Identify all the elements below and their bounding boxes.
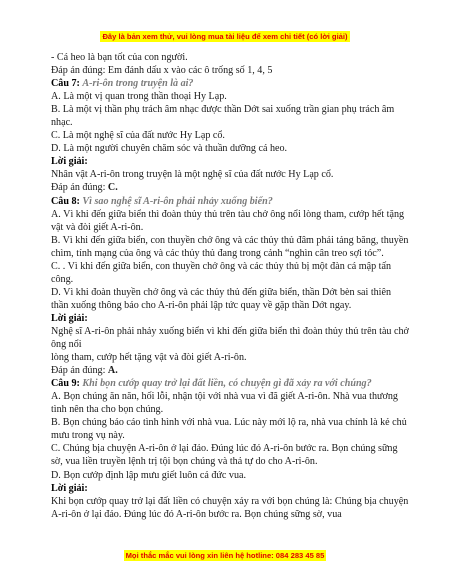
preview-banner: [0, 26, 450, 44]
option-d: D. Bọn cướp định lập mưu giết luôn cả đức vua.: [51, 469, 246, 481]
correct-answer: [51, 181, 409, 194]
question-text: Vì sao nghệ sĩ A-ri-ôn phải nhảy xuống biển?: [82, 195, 273, 207]
option-b: B. Bọn chúng báo cáo tình hình với nhà vua. Lúc này mới lộ ra, nhà vua chính là kẻ chủ mưu trong vụ này.: [51, 417, 407, 442]
question-number: Câu 8:: [51, 195, 80, 207]
intro-answer: Đáp án đúng: Em đánh dấu x vào các ô trống số 1, 4, 5: [51, 65, 273, 77]
question-number: Câu 9:: [51, 378, 80, 390]
solution-heading: Lời giải:: [51, 482, 88, 494]
solution-heading: Lời giải:: [51, 312, 88, 324]
question-9: [51, 377, 409, 390]
solution-text: Khi bọn cướp quay trở lại đất liền có chuyện xảy ra với bọn chúng là: Chúng bịa chuyện A-ri-ôn ở lại đảo. Đúng lúc đó A-ri-ôn bước ra. Bọn chúng sững sờ, vua: [51, 495, 409, 520]
option-a: A. Vì khi đến giữa biển thì đoàn thủy thủ trên tàu chở ông nổi lòng tham, cướp hết tặng vật và đòi giết A-ri-ôn.: [51, 208, 405, 233]
option-c: C. Là một nghệ sĩ của đất nước Hy Lạp cổ.: [51, 130, 225, 142]
option-a: A. Là một vị quan trong thần thoại Hy Lạp.: [51, 91, 227, 103]
option-b: B. Là một vị thần phụ trách âm nhạc được thần Dớt sai xuống trần gian phụ trách âm nhạc.: [51, 104, 395, 129]
hotline-banner-text: Mọi thắc mắc vui lòng xin liên hệ hotline: 084 283 45 85: [125, 551, 325, 560]
question-8: [51, 195, 409, 208]
solution-heading: Lời giải:: [51, 156, 88, 168]
correct-answer: [51, 364, 409, 377]
document-body: [51, 51, 409, 521]
question-text: Khi bọn cướp quay trở lại đất liền, có chuyện gì đã xảy ra với chúng?: [82, 378, 372, 390]
preview-banner-text: Đây là bản xem thử, vui lòng mua tài liệu để xem chi tiết (có lời giải): [102, 32, 348, 41]
answer-value: C.: [107, 182, 118, 194]
option-d: D. Vì khi đoàn thuyền chở ông và các thủy thủ đến giữa biển, thần Dớt bèn sai thiên thần xuống thông báo cho A-ri-ôn phải lập tức quay về gặp thần Dớt ngay.: [51, 286, 392, 311]
solution-text-continued: lòng tham, cướp hết tặng vật và đòi giết A-ri-ôn.: [51, 352, 247, 364]
option-c: C. Chúng bịa chuyện A-ri-ôn ở lại đảo. Đúng lúc đó A-ri-ôn bước ra. Bọn chúng sững sờ, vua liền truyền lệnh trị tội bọn chúng và thả tự do cho A-ri-ôn.: [51, 443, 398, 468]
answer-prefix: Đáp án đúng:: [51, 182, 108, 194]
question-7: [51, 77, 409, 90]
question-number: Câu 7:: [51, 78, 80, 90]
answer-value: A.: [107, 365, 118, 377]
option-b: B. Vì khi đến giữa biển, con thuyền chở ông và các thủy thủ đâm phải tảng băng, thuyền chìm, tính mạng của ông và các thủy thủ đang trong cảnh “nghìn cân treo sợi tóc”.: [51, 234, 409, 259]
option-c: C. . Vì khi đến giữa biển, con thuyền chở ông và các thủy thủ bị một đàn cá mập tấn công.: [51, 260, 391, 285]
option-a: A. Bọn chúng ăn năn, hối lỗi, nhận tội với nhà vua vì đã giết A-ri-ôn. Nhà vua thương tình nên tha cho bọn chúng.: [51, 391, 398, 416]
intro-line: - Cá heo là bạn tốt của con người.: [51, 52, 188, 63]
option-d: D. Là một người chuyên chăm sóc và thuần dưỡng cá heo.: [51, 143, 288, 155]
hotline-banner: [0, 545, 450, 563]
answer-prefix: Đáp án đúng:: [51, 365, 108, 377]
question-text: A-ri-ôn trong truyện là ai?: [82, 78, 194, 90]
solution-text: Nhân vật A-ri-ôn trong truyện là một nghệ sĩ của đất nước Hy Lạp cổ.: [51, 169, 334, 181]
solution-text: Nghệ sĩ A-ri-ôn phải nhảy xuống biển vì khi đến giữa biển thì đoàn thủy thủ trên tàu chở ông nổi: [51, 325, 409, 351]
